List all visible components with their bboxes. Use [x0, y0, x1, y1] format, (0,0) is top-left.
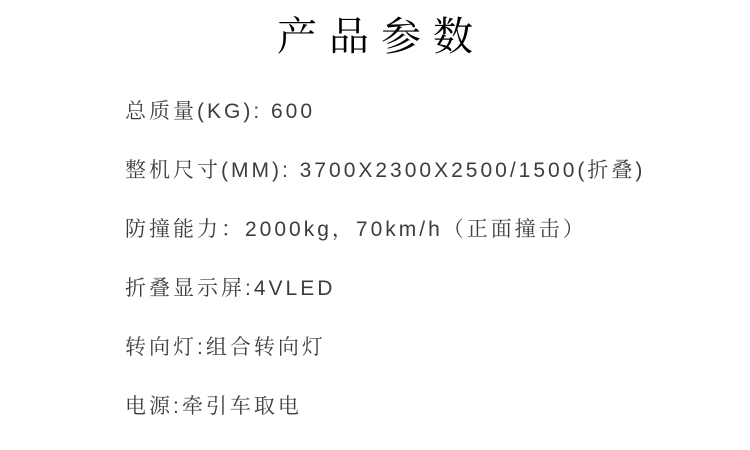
param-separator: :	[173, 395, 182, 418]
param-row-total-weight	[125, 101, 750, 122]
page-title: 产品参数	[277, 15, 485, 59]
param-label: 防撞能力	[125, 218, 221, 241]
param-label: 整机尺寸(MM)	[125, 159, 282, 182]
param-row-power-source	[125, 396, 750, 417]
param-label: 转向灯	[125, 336, 197, 359]
param-value: 牵引车取电	[181, 395, 302, 418]
param-separator: ：	[221, 218, 245, 241]
param-row-turn-signal	[125, 337, 750, 358]
param-label: 总质量(KG)	[125, 100, 254, 123]
param-value: 组合转向灯	[205, 336, 326, 359]
param-value: 600	[271, 100, 316, 123]
param-value: 2000kg，70km/h（正面撞击）	[245, 218, 587, 241]
parameter-list	[125, 101, 750, 450]
param-separator: :	[245, 277, 254, 300]
param-separator: :	[281, 159, 300, 182]
param-value: 4VLED	[253, 277, 336, 300]
param-value: 3700X2300X2500/1500(折叠)	[299, 159, 646, 182]
param-row-crash-resistance	[125, 219, 750, 240]
param-row-folding-display	[125, 278, 750, 299]
param-row-overall-dimensions	[125, 160, 750, 181]
param-label: 折叠显示屏	[125, 277, 245, 300]
param-separator: :	[253, 100, 271, 123]
param-separator: :	[197, 336, 206, 359]
param-label: 电源	[125, 395, 173, 418]
